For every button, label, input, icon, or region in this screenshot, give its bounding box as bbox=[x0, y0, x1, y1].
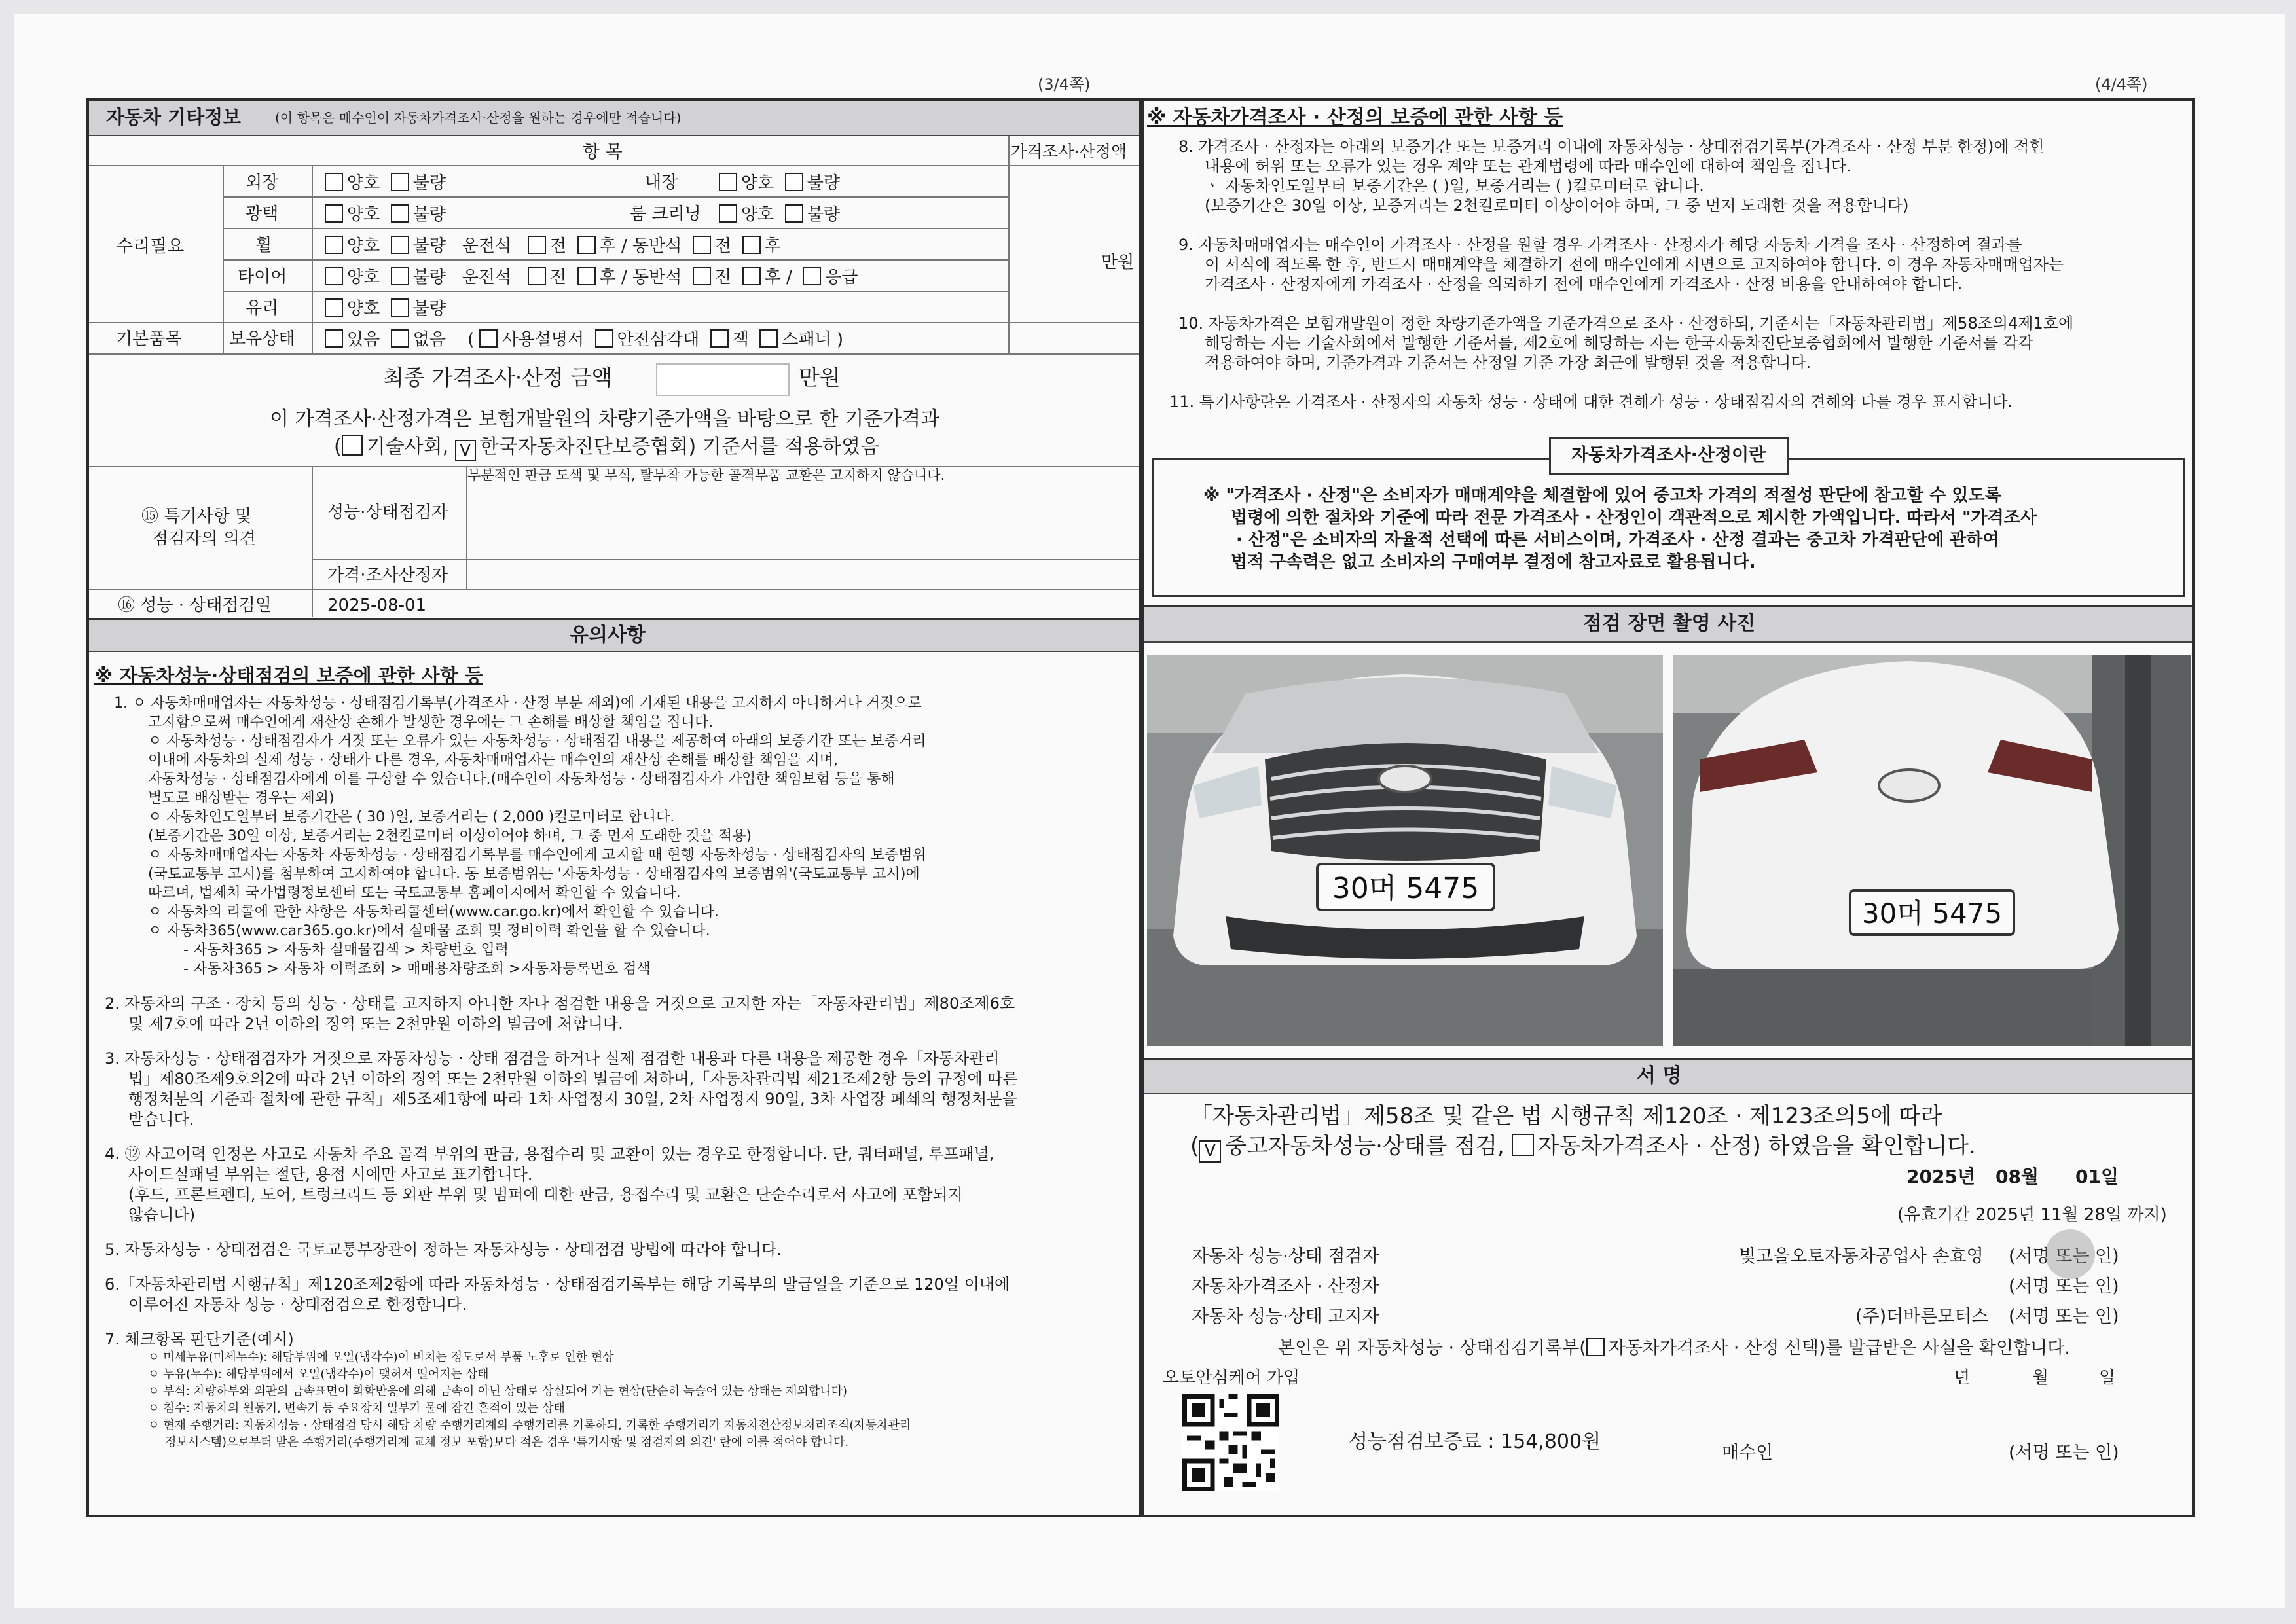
caution-line: ㅇ 부식: 차량하부와 외판의 금속표면이 화학반응에 의해 금속이 아닌 상태로 상실되어 가는 현상(단순히 녹슬어 있는 상태는 제외합니다) bbox=[148, 1384, 847, 1398]
notifier-name: (주)더바른모터스 bbox=[1855, 1307, 1989, 1327]
caution-line: ㅇ 자동차인도일부터 보증기간은 ( 30 )일, 보증거리는 ( 2,000 )킬로미터로 합니다. bbox=[148, 809, 675, 825]
caution-line: 1. ㅇ 자동차매매업자는 자동차성능 · 상태점검기록부(가격조사 · 산정 부분 제외)에 기재된 내용을 고지하지 아니하거나 거짓으로 bbox=[114, 695, 922, 712]
caution-line: - 자동차365 > 자동차 이력조회 > 매매용차량조회 >자동차등록번호 검색 bbox=[183, 961, 651, 977]
price-inspector-label: 가격·조사산정자 bbox=[327, 566, 448, 585]
price-warranty-item: 11. 특기사항란은 가격조사 · 산정자의 자동차 성능 · 상태에 대한 견해가 성능 · 상태점검자의 견해와 다를 경우 표시합니다. bbox=[1169, 393, 2013, 411]
none-checkbox[interactable] bbox=[391, 329, 409, 348]
special-notes-note: 부분적인 판금 도색 및 부식, 탈부착 가능한 골격부품 교환은 고지하지 않습니다. bbox=[467, 467, 945, 483]
definition-line: · 산정"은 소비자의 자율적 선택에 따른 서비스이며, 가격조사 · 산정 결과는 중고차 가격판단에 관하여 bbox=[1236, 530, 1999, 550]
caution-line: 행정처분의 기준과 절차에 관한 규칙」제5조제1항에 따라 1차 사업정지 30일, 2차 사업정지 90일, 3차 사업장 폐쇄의 행정처분을 bbox=[128, 1090, 1017, 1108]
inspector-seal-stamp bbox=[2045, 1229, 2095, 1279]
caution-line: 6.「자동차관리법 시행규칙」제120조제2항에 따라 자동차성능 · 상태점검기록부는 해당 기록부의 발급일을 기준으로 120일 이내에 bbox=[105, 1275, 1010, 1293]
price-warranty-item: 적용하여야 하며, 기준가격과 기준서는 산정일 기준 가장 최근에 발행된 것을 적용합니다. bbox=[1205, 353, 1812, 372]
caution-section-title: ※ 자동차성능·상태점검의 보증에 관한 사항 등 bbox=[94, 664, 483, 687]
wheel-front-checkbox[interactable] bbox=[528, 236, 546, 254]
caution-line: 사이드실패널 부위는 절단, 용접 시에만 사고로 표기합니다. bbox=[128, 1165, 533, 1183]
gloss-good-checkbox[interactable] bbox=[325, 204, 343, 223]
caution-line: 고지함으로써 매수인에게 재산상 손해가 발생한 경우에는 그 손해를 배상할 책임을 집니다. bbox=[148, 714, 714, 731]
tire-front-checkbox[interactable] bbox=[528, 267, 546, 285]
caution-line: 법」제80조제9호의2에 따라 2년 이하의 징역 또는 2천만원 이하의 벌금에 처하며,「자동차관리법 제21조제2항 등의 규정에 따른 bbox=[128, 1070, 1018, 1088]
interior-bad-checkbox[interactable] bbox=[785, 173, 803, 191]
basis-line-1: 이 가격조사·산정가격은 보험개발원의 차량기준가액을 바탕으로 한 기준가격과 bbox=[270, 408, 940, 431]
price-survey-checkbox[interactable] bbox=[1512, 1134, 1534, 1156]
price-warranty-item: 해당하는 자는 기술사회에서 발행한 기준서를, 제2호에 해당하는 자는 한국자동차진단보증협회에서 발행한 기준서를 각각 bbox=[1205, 334, 2034, 352]
have-checkbox[interactable] bbox=[325, 329, 343, 348]
room-clean-good-checkbox[interactable] bbox=[719, 204, 737, 223]
gloss-bad-checkbox[interactable] bbox=[391, 204, 409, 223]
other-info-note: (이 항목은 매수인이 자동차가격조사·산정을 원하는 경우에만 적습니다) bbox=[275, 110, 682, 126]
notifier-signature[interactable]: (서명 또는 인) bbox=[2009, 1307, 2119, 1327]
glass-bad-checkbox[interactable] bbox=[391, 298, 409, 317]
tire-emergency-checkbox[interactable] bbox=[803, 267, 821, 285]
page-number-right: (4/4쪽) bbox=[2095, 75, 2148, 94]
inspection-date-value: 2025-08-01 bbox=[327, 596, 427, 615]
tire-good-checkbox[interactable] bbox=[325, 267, 343, 285]
manual-checkbox[interactable] bbox=[479, 329, 498, 348]
caution-line: ㅇ 자동차성능 · 상태점검자가 거짓 또는 오류가 있는 자동차성능 · 상태점검 내용을 제공하여 아래의 보증기간 또는 보증거리 bbox=[148, 733, 926, 749]
row-exterior-label: 외장 bbox=[246, 173, 279, 192]
wheel-bad-checkbox[interactable] bbox=[391, 236, 409, 254]
sign-month: 08월 bbox=[1995, 1166, 2039, 1187]
caution-line: ㅇ 미세누유(미세누수): 해당부위에 오일(냉각수)이 비치는 정도로서 부품 노후로 인한 현상 bbox=[148, 1350, 614, 1364]
perf-inspector-signature[interactable]: (서명 또는 인) bbox=[2009, 1246, 2119, 1267]
price-warranty-item: 8. 가격조사 · 산정자는 아래의 보증기간 또는 보증거리 이내에 자동차성능 · 상태점검기록부(가격조사 · 산정 부분 한정)에 적힌 bbox=[1178, 137, 2045, 156]
row-glass-label: 유리 bbox=[246, 298, 279, 318]
performance-inspector-label: 성능·상태점검자 bbox=[327, 503, 448, 522]
warranty-fee: 성능점검보증료 : 154,800원 bbox=[1349, 1430, 1601, 1453]
page-number-left: (3/4쪽) bbox=[1038, 75, 1091, 94]
caution-line: 별도로 배상받는 경우는 제외) bbox=[148, 790, 335, 806]
receipt-line: 본인은 위 자동차성능 · 상태점검기록부( 자동차가격조사 · 산정 선택)를 발급받은 사실을 확인합니다. bbox=[1278, 1338, 2070, 1358]
interior-options: 양호 불량 bbox=[719, 173, 840, 192]
price-man-won: 만원 bbox=[1101, 253, 1135, 272]
caution-line: ㅇ 자동차365(www.car365.go.kr)에서 실매물 조회 및 정비이력 확인을 할 수 있습니다. bbox=[148, 923, 710, 939]
caution-title: 유의사항 bbox=[570, 624, 646, 647]
caution-line: ㅇ 자동차의 리콜에 관한 사항은 자동차리콜센터(www.car.go.kr)에서 확인할 수 있습니다. bbox=[148, 904, 720, 920]
caution-line: 정보시스템)으로부터 받은 주행거리(주행거리계 교체 정보 포함)보다 적은 경우 '특기사항 및 점검자의 의견' 란에 이를 적어야 합니다. bbox=[165, 1435, 849, 1449]
price-warranty-item: 9. 자동차매매업자는 매수인이 가격조사 · 산정을 원할 경우 가격조사 · 산정자가 해당 자동차 가격을 조사 · 산정하여 결과를 bbox=[1178, 236, 2022, 254]
signature-title: 서 명 bbox=[1637, 1064, 1682, 1087]
wheel-passenger-rear-checkbox[interactable] bbox=[742, 236, 761, 254]
price-warranty-section-title: ※ 자동차가격조사 · 산정의 보증에 관한 사항 등 bbox=[1147, 106, 1563, 129]
gloss-options: 양호 불량 bbox=[325, 204, 446, 223]
inspection-date-label: ⑯ 성능 · 상태점검일 bbox=[118, 596, 272, 615]
validity-period: (유효기간 2025년 11월 28일 까지) bbox=[1897, 1205, 2167, 1225]
tire-bad-checkbox[interactable] bbox=[391, 267, 409, 285]
row-tire-label: 타이어 bbox=[238, 267, 287, 287]
repair-needed-label: 수리필요 bbox=[116, 236, 185, 257]
caution-line: 자동차성능 · 상태점검자에게 이를 구상할 수 있습니다.(매수인이 자동차성능 · 상태점검자가 가입한 책임보험 등을 통해 bbox=[148, 771, 895, 787]
front-license-plate: 30머 5475 bbox=[1332, 872, 1480, 905]
caution-line: 2. 자동차의 구조 · 장치 등의 성능 · 상태를 고지하지 아니한 자나 점검한 내용을 거짓으로 고지한 자는「자동차관리법」제80조제6호 bbox=[105, 994, 1015, 1013]
notifier-label: 자동차 성능·상태 고지자 bbox=[1192, 1307, 1379, 1327]
sign-day: 01일 bbox=[2075, 1166, 2119, 1187]
caution-line: ㅇ 현재 주행거리: 자동차성능 · 상태점검 당시 해당 차량 주행거리계의 주행거리를 기록하되, 기록한 주행거리가 자동차전산정보처리조직(자동차관리 bbox=[148, 1418, 911, 1432]
tech-society-checkbox[interactable] bbox=[342, 435, 363, 456]
wheel-rear-passenger-checkbox[interactable] bbox=[577, 236, 596, 254]
spanner-checkbox[interactable] bbox=[759, 329, 778, 348]
autocare-label: 오토안심케어 가입 bbox=[1163, 1368, 1300, 1388]
caution-line: 따르며, 법제처 국가법령정보센터 또는 국토교통부 홈페이지에서 확인할 수 있습니다. bbox=[148, 885, 681, 901]
caution-line: 않습니다) bbox=[128, 1206, 196, 1224]
perf-inspector-label: 자동차 성능·상태 점검자 bbox=[1192, 1246, 1379, 1267]
other-info-title: 자동차 기타정보 bbox=[106, 106, 242, 128]
tire-rear-passenger-checkbox[interactable] bbox=[577, 267, 596, 285]
caution-line: 3. 자동차성능 · 상태점검자가 거짓으로 자동차성능 · 상태 점검을 하거나 실제 점검한 내용과 다른 내용을 제공한 경우「자동차관리 bbox=[105, 1049, 1000, 1068]
glass-good-checkbox[interactable] bbox=[325, 298, 343, 317]
jack-checkbox[interactable] bbox=[710, 329, 729, 348]
col-item-header: 항 목 bbox=[583, 142, 623, 162]
room-clean-options: 양호 불량 bbox=[719, 204, 840, 223]
price-warranty-item: 내용에 허위 또는 오류가 있는 경우 계약 또는 관계법령에 따라 매수인에 대하여 책임을 집니다. bbox=[1205, 157, 1851, 175]
row-wheel-label: 휠 bbox=[255, 236, 272, 255]
caution-line: (보증기간은 30일 이상, 보증거리는 2천킬로미터 이상이어야 하며, 그 중 먼저 도래한 것을 적용) bbox=[148, 828, 752, 844]
caution-line: 및 제7호에 따라 2년 이하의 징역 또는 2천만원 이하의 벌금에 처합니다. bbox=[128, 1015, 623, 1033]
caution-line: 4. ⑫ 사고이력 인정은 사고로 자동차 주요 골격 부위의 판금, 용접수리 및 교환이 있는 경우로 한정합니다. 단, 쿼터패널, 루프패널, bbox=[105, 1145, 994, 1163]
glass-options: 양호 불량 bbox=[325, 298, 446, 317]
exterior-options: 양호 불량 bbox=[325, 173, 446, 192]
exterior-bad-checkbox[interactable] bbox=[391, 173, 409, 191]
final-price-unit: 만원 bbox=[799, 365, 841, 390]
car-rear-photo bbox=[1673, 655, 2191, 1046]
kadia-checkbox[interactable]: V bbox=[455, 440, 476, 461]
exterior-good-checkbox[interactable] bbox=[325, 173, 343, 191]
price-warranty-item: ㆍ 자동차인도일부터 보증기간은 ( )일, 보증거리는 ( )킬로미터로 합니다. bbox=[1205, 177, 1704, 195]
row-gloss-label: 광택 bbox=[246, 204, 279, 224]
photo-title: 점검 장면 촬영 사진 bbox=[1583, 612, 1756, 635]
basic-items-options: 있음 없음 ( 사용설명서 안전삼각대 잭 스패너 ) bbox=[325, 329, 843, 348]
triangle-checkbox[interactable] bbox=[595, 329, 613, 348]
wheel-passenger-front-checkbox[interactable] bbox=[693, 236, 711, 254]
definition-box bbox=[1152, 458, 2185, 597]
caution-line: 이루어진 자동차 성능 · 상태점검으로 한정합니다. bbox=[128, 1295, 467, 1314]
definition-line: ※ "가격조사 · 산정"은 소비자가 매매계약을 체결함에 있어 중고차 가격의 적절성 판단에 참고할 수 있도록 bbox=[1203, 486, 2001, 505]
interior-good-checkbox[interactable] bbox=[719, 173, 737, 191]
row-room-clean-label: 룸 크리닝 bbox=[630, 204, 701, 224]
receipt-year: 년 bbox=[1954, 1368, 1971, 1388]
price-warranty-item: 10. 자동차가격은 보험개발원이 정한 차량기준가액을 기준가격으로 조사 · 산정하되, 기준서는「자동차관리법」제58조의4제1호에 bbox=[1178, 314, 2074, 333]
special-notes-label-1: ⑮ 특기사항 및 bbox=[141, 507, 252, 526]
wheel-good-checkbox[interactable] bbox=[325, 236, 343, 254]
price-warranty-item: (보증기간은 30일 이상, 보증거리는 2천킬로미터 이상이어야 하며, 그 중 먼저 도래한 것을 적용합니다) bbox=[1205, 196, 1909, 215]
law-basis-line: 「자동차관리법」제58조 및 같은 법 시행규칙 제120조 · 제123조의5에 따라 bbox=[1190, 1103, 1942, 1129]
receipt-month: 월 bbox=[2032, 1368, 2049, 1388]
price-inspector-sign-label: 자동차가격조사 · 산정자 bbox=[1192, 1276, 1379, 1297]
definition-title: 자동차가격조사·산정이란 bbox=[1571, 445, 1766, 465]
tire-passenger-rear-checkbox[interactable] bbox=[742, 267, 761, 285]
caution-line: 이내에 자동차의 실제 성능 · 상태가 다른 경우, 자동차매매업자는 매수인의 재산상 손해를 배상할 책임을 지며, bbox=[148, 752, 838, 768]
tire-passenger-front-checkbox[interactable] bbox=[693, 267, 711, 285]
buyer-signature[interactable]: (서명 또는 인) bbox=[2009, 1443, 2119, 1463]
caution-line: (후드, 프론트펜더, 도어, 트렁크리드 등 외판 부위 및 범퍼에 대한 판금, 용접수리 및 교환은 단순수리로서 사고에 포함되지 bbox=[128, 1185, 963, 1204]
price-inspector-signature[interactable]: (서명 또는 인) bbox=[2009, 1276, 2119, 1297]
tire-options: 양호 불량 운전석 전 후 / 동반석 전 후 / 응급 bbox=[325, 267, 858, 286]
basis-line-2: ( 기술사회, V 한국자동차진단보증협회) 기준서를 적용하였음 bbox=[334, 435, 880, 460]
price-warranty-item: 이 서식에 적도록 한 후, 반드시 매매계약을 체결하기 전에 매수인에게 서면으로 고지하여야 합니다. 이 경우 자동차매매업자는 bbox=[1205, 255, 2064, 274]
buyer-label: 매수인 bbox=[1722, 1443, 1774, 1463]
possession-label: 보유상태 bbox=[229, 329, 295, 349]
caution-line: ㅇ 자동차매매업자는 자동차 자동차성능 · 상태점검기록부를 매수인에게 고지할 때 현행 자동차성능 · 상태점검자의 보증범위 bbox=[148, 847, 926, 863]
caution-line: (국토교통부 고시)를 첨부하여 고지하여야 합니다. 동 보증범위는 '자동차성능 · 상태점검자의 보증범위'(국토교통부 고시)에 bbox=[148, 866, 920, 882]
car-front-photo bbox=[1147, 655, 1663, 1046]
caution-line: ㅇ 누유(누수): 해당부위에서 오일(냉각수)이 맺혀서 떨어지는 상태 bbox=[148, 1367, 489, 1381]
caution-line: 7. 체크항목 판단기준(예시) bbox=[105, 1330, 294, 1348]
wheel-options: 양호 불량 운전석 전 후 / 동반석 전 후 bbox=[325, 236, 781, 255]
caution-line: 5. 자동차성능 · 상태점검은 국토교통부장관이 정하는 자동차성능 · 상태점검 방법에 따라야 합니다. bbox=[105, 1240, 782, 1259]
used-car-inspection-checkbox[interactable]: V bbox=[1199, 1140, 1221, 1163]
definition-line: 법령에 의한 절차와 기준에 따라 전문 가격조사 · 산정인이 객관적으로 제시한 가액입니다. 따라서 "가격조사 bbox=[1231, 508, 2037, 528]
rear-license-plate: 30머 5475 bbox=[1861, 897, 2003, 929]
final-price-field[interactable] bbox=[656, 363, 790, 396]
col-price-header: 가격조사·산정액 bbox=[1011, 142, 1127, 161]
caution-line: - 자동차365 > 자동차 실매물검색 > 차량번호 입력 bbox=[183, 942, 509, 958]
caution-line: ㅇ 침수: 자동차의 원동기, 변속기 등 주요장치 일부가 물에 잠긴 흔적이 있는 상태 bbox=[148, 1401, 565, 1415]
confirm-line: ( V 중고자동차성능·상태를 점검, 자동차가격조사 · 산정) 하였음을 확인합니다. bbox=[1190, 1134, 1976, 1163]
basic-items-label: 기본품목 bbox=[116, 329, 182, 349]
receipt-day: 일 bbox=[2099, 1368, 2116, 1388]
perf-inspector-name: 빛고을오토자동차공업사 손효영 bbox=[1739, 1246, 1984, 1267]
definition-line: 법적 구속력은 없고 소비자의 구매여부 결정에 참고자료로 활용됩니다. bbox=[1231, 552, 1756, 572]
caution-line: 받습니다. bbox=[128, 1110, 194, 1128]
row-interior-label: 내장 bbox=[645, 173, 678, 192]
sign-year: 2025년 bbox=[1906, 1166, 1975, 1187]
receipt-price-checkbox[interactable] bbox=[1586, 1338, 1605, 1356]
room-clean-bad-checkbox[interactable] bbox=[785, 204, 803, 223]
price-warranty-item: 가격조사 · 산정자에게 가격조사 · 산정을 의뢰하기 전에 매수인에게 가격조사 · 산정 비용을 안내하여야 합니다. bbox=[1205, 275, 1963, 293]
special-notes-label-2: 점검자의 의견 bbox=[152, 529, 256, 549]
final-price-label: 최종 가격조사·산정 금액 bbox=[383, 365, 613, 390]
qr-code[interactable] bbox=[1182, 1394, 1279, 1491]
